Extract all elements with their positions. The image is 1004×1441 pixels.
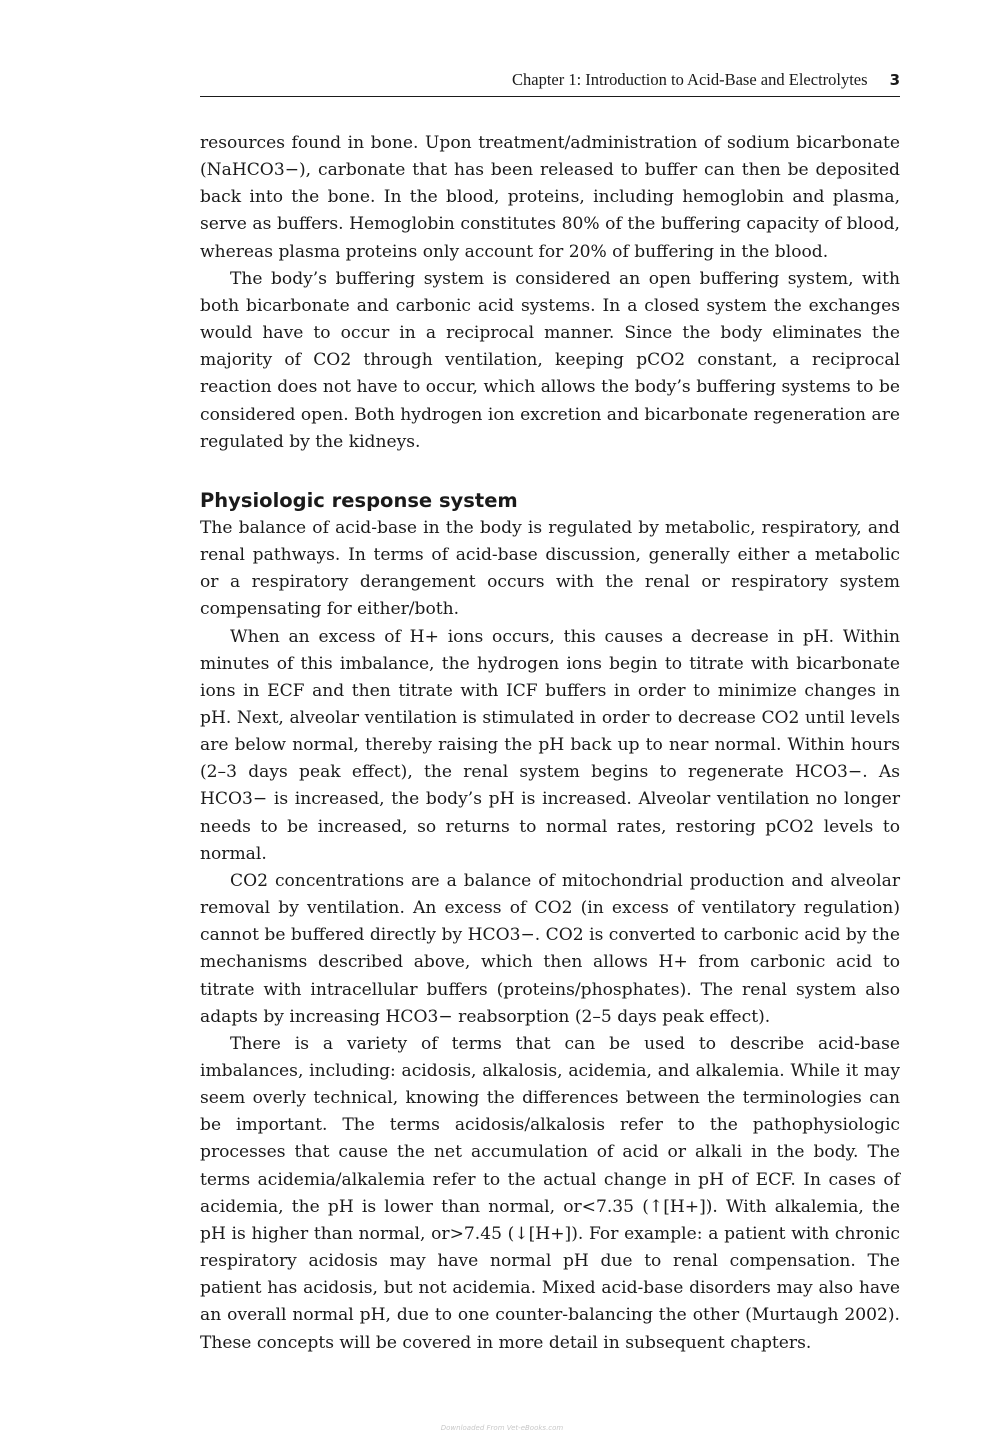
body-text	[200, 130, 900, 1357]
footer-watermark: Downloaded From Vet-eBooks.com	[440, 1424, 564, 1432]
section-heading: Physiologic response system	[200, 488, 518, 512]
page-number: 3	[889, 71, 900, 89]
section-paragraph-1: The balance of acid-base in the body is regulated by metabolic, respiratory, and renal pathways. In terms of acid-base discussion, generally either a metabolic or a respiratory derangement occurs with the renal or respiratory system compensating for either/both.	[200, 517, 900, 620]
chapter-title: Chapter 1: Introduction to Acid-Base and Electrolytes	[511, 70, 868, 89]
paragraph-1: resources found in bone. Upon treatment/administration of sodium bicarbonate (NaHCO3−), carbonate that has been released to buffer can then be deposited back into the bone. In the blood, proteins, including hemoglobin and plasma, serve as buffers. Hemoglobin constitutes 80% of the buffering capacity of blood, whereas plasma proteins only account for 20% of buffering in the blood.	[200, 133, 900, 262]
section-paragraph-4: There is a variety of terms that can be used to describe acid-base imbalances, including: acidosis, alkalosis, acidemia, and alkalemia. While it may seem overly technical, knowing the differences between the terminologies can be important. The terms acidosis/alkalosis refer to the pathophysiologic processes that cause the net accumulation of acid or alkali in the body. The terms acidemia/alkalemia refer to the actual change in pH of ECF. In cases of acidemia, the pH is lower than normal, or<7.35 (↑[H+]). With alkalemia, the pH is higher than normal, or>7.45 (↓[H+]). For example: a patient with chronic respiratory acidosis may have normal pH due to renal compensation. The patient has acidosis, but not acidemia. Mixed acid-base disorders may also have an overall normal pH, due to one counter-balancing the other (Murtaugh 2002). These concepts will be covered in more detail in subsequent chapters.	[200, 1033, 900, 1353]
running-header	[200, 70, 900, 97]
paragraph-2: The body’s buffering system is considered an open buffering system, with both bicarbonate and carbonic acid systems. In a closed system the exchanges would have to occur in a reciprocal manner. Since the body eliminates the majority of CO2 through ventilation, keeping pCO2 constant, a reciprocal reaction does not have to occur, which allows the body’s buffering systems to be considered open. Both hydrogen ion excretion and bicarbonate regeneration are regulated by the kidneys.	[200, 268, 900, 452]
section-paragraph-2: When an excess of H+ ions occurs, this causes a decrease in pH. Within minutes of this imbalance, the hydrogen ions begin to titrate with bicarbonate ions in ECF and then titrate with ICF buffers in order to minimize changes in pH. Next, alveolar ventilation is stimulated in order to decrease CO2 until levels are below normal, thereby raising the pH back up to near normal. Within hours (2–3 days peak effect), the renal system begins to regenerate HCO3−. As HCO3− is increased, the body’s pH is increased. Alveolar ventilation no longer needs to be increased, so returns to normal rates, restoring pCO2 levels to normal.	[200, 626, 900, 864]
section-paragraph-3: CO2 concentrations are a balance of mitochondrial production and alveolar removal by ventilation. An excess of CO2 (in excess of ventilatory regulation) cannot be buffered directly by HCO3−. CO2 is converted to carbonic acid by the mechanisms described above, which then allows H+ from carbonic acid to titrate with intracellular buffers (proteins/phosphates). The renal system also adapts by increasing HCO3− reabsorption (2–5 days peak effect).	[200, 870, 900, 1027]
book-page	[200, 0, 900, 1441]
